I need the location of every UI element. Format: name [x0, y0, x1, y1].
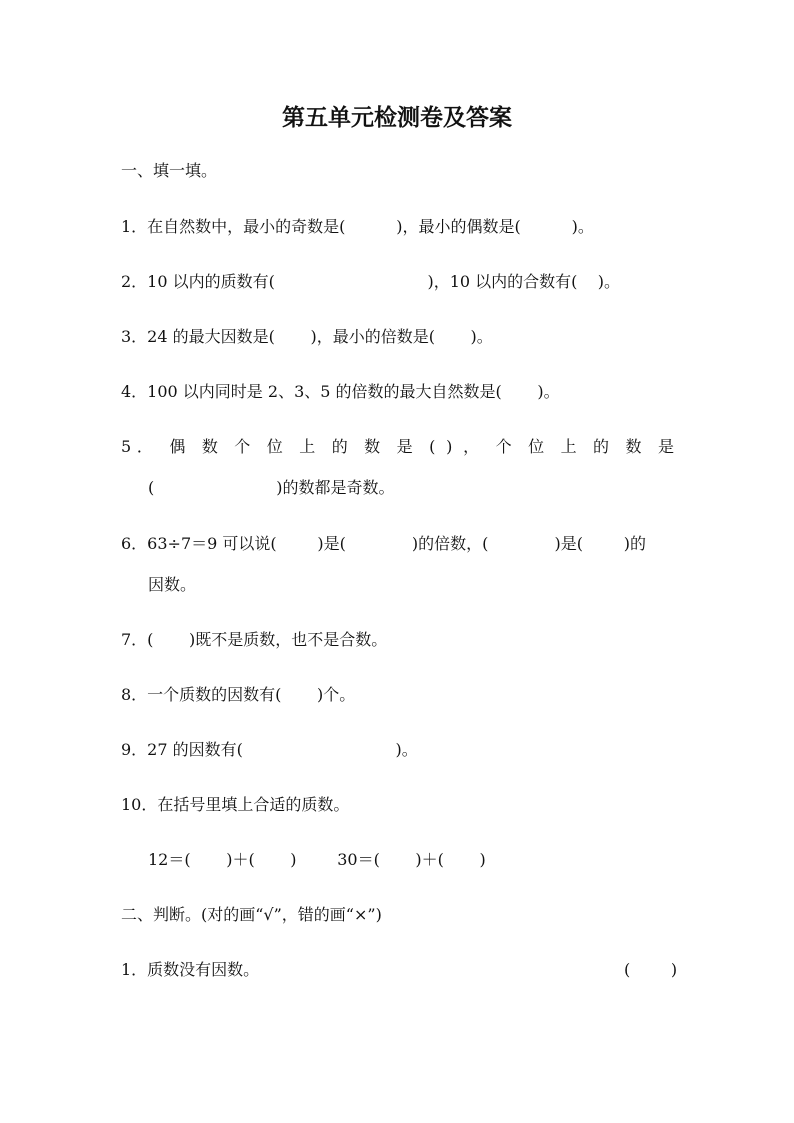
judgment-question-1: 1．质数没有因数。 — [121, 960, 260, 979]
section-two-heading: 二、判断。(对的画“√”，错的画“×”) — [121, 905, 382, 924]
question-7: 7．( )既不是质数，也不是合数。 — [121, 630, 388, 649]
question-3: 3．24 的最大因数是( )，最小的倍数是( )。 — [121, 327, 493, 346]
question-5-line-2: ( )的数都是奇数。 — [148, 478, 395, 497]
question-10-equations: 12＝( )＋( ) 30＝( )＋( ) — [148, 850, 486, 869]
question-5-line-1: 5． 偶 数 个 位 上 的 数 是 ( ) ， 个 位 上 的 数 是 — [121, 437, 674, 456]
question-1: 1．在自然数中，最小的奇数是( )，最小的偶数是( )。 — [121, 217, 594, 236]
question-6-line-1: 6．63÷7＝9 可以说( )是( )的倍数，( )是( )的 — [121, 534, 646, 553]
section-one-heading: 一、填一填。 — [121, 161, 218, 180]
question-10: 10．在括号里填上合适的质数。 — [121, 795, 350, 814]
judgment-answer-blank: ( ) — [624, 960, 678, 979]
question-9: 9．27 的因数有( )。 — [121, 740, 418, 759]
question-6-line-2: 因数。 — [148, 575, 197, 594]
question-8: 8．一个质数的因数有( )个。 — [121, 685, 356, 704]
question-4: 4．100 以内同时是 2、3、5 的倍数的最大自然数是( )。 — [121, 382, 560, 401]
page-title: 第五单元检测卷及答案 — [282, 105, 512, 131]
question-2: 2．10 以内的质数有( )，10 以内的合数有( )。 — [121, 272, 620, 291]
